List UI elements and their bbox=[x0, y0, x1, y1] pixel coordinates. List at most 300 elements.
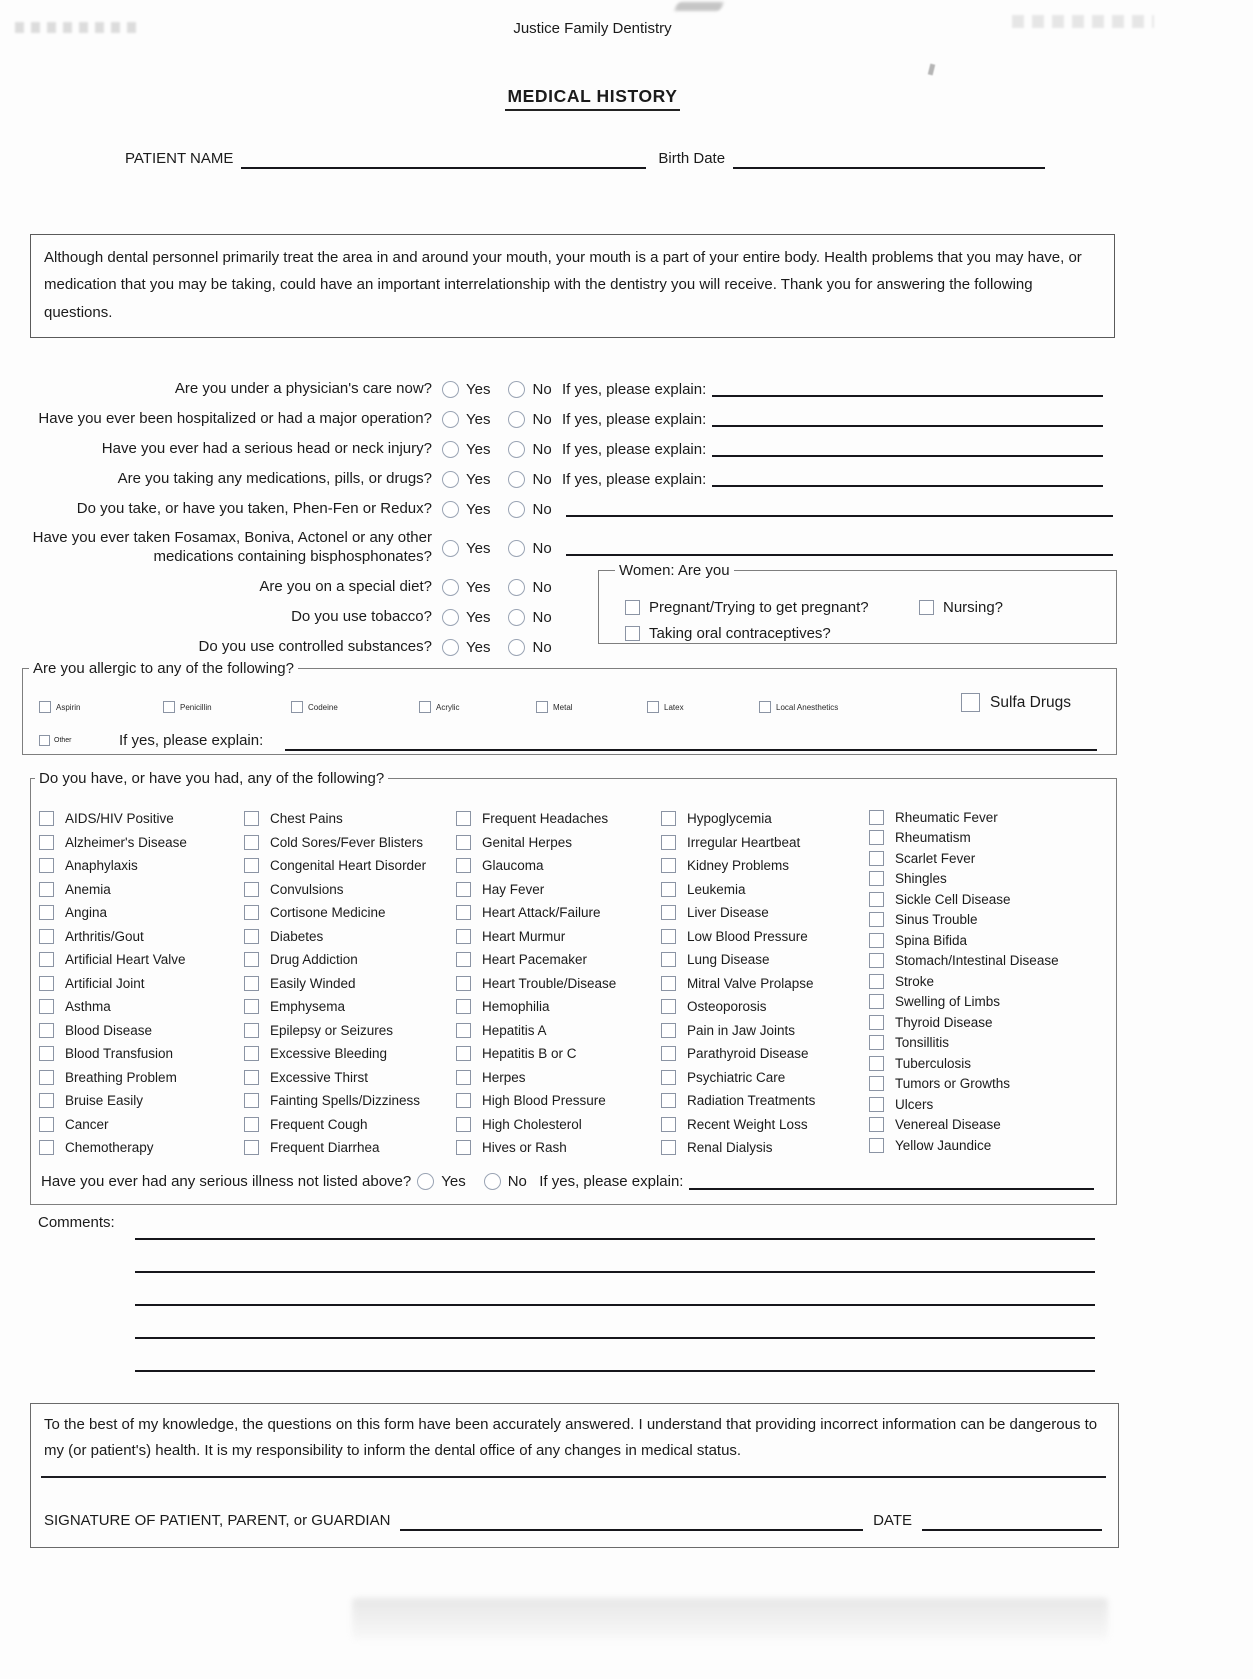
checkbox[interactable] bbox=[39, 735, 50, 746]
condition-checkbox-item bbox=[661, 1113, 866, 1137]
allergy-checkbox-item bbox=[419, 701, 460, 713]
conditions-column bbox=[39, 807, 244, 1160]
condition-checkbox-item bbox=[869, 971, 1074, 992]
condition-label: Osteoporosis bbox=[687, 999, 767, 1015]
condition-checkbox-item bbox=[661, 878, 866, 902]
condition-label: Psychiatric Care bbox=[687, 1069, 786, 1085]
condition-checkbox-item bbox=[39, 1136, 244, 1160]
condition-checkbox-item bbox=[661, 1042, 866, 1066]
scan-artifact bbox=[928, 64, 936, 76]
condition-checkbox-item bbox=[869, 848, 1074, 869]
condition-label: Hay Fever bbox=[482, 881, 545, 897]
checkbox[interactable] bbox=[661, 1070, 676, 1085]
checkbox[interactable] bbox=[244, 1093, 259, 1108]
sulfa-drugs-checkbox-item-label: Sulfa Drugs bbox=[990, 693, 1071, 711]
date-field[interactable] bbox=[922, 1515, 1102, 1531]
checkbox[interactable] bbox=[456, 835, 471, 850]
question-text: Are you on a special diet? bbox=[259, 577, 432, 595]
yes-radio[interactable] bbox=[442, 501, 459, 518]
no-radio[interactable] bbox=[508, 411, 525, 428]
checkbox[interactable] bbox=[661, 1093, 676, 1108]
condition-label: Rheumatic Fever bbox=[895, 809, 998, 825]
checkbox[interactable] bbox=[244, 999, 259, 1014]
checkbox[interactable] bbox=[244, 811, 259, 826]
checkbox[interactable] bbox=[869, 810, 884, 825]
yes-no-group bbox=[442, 639, 562, 656]
condition-checkbox-item bbox=[661, 925, 866, 949]
condition-label: Blood Transfusion bbox=[65, 1046, 174, 1062]
answer-line[interactable] bbox=[566, 540, 1113, 556]
condition-checkbox-item bbox=[456, 995, 661, 1019]
women-legend: Women: Are you bbox=[619, 562, 730, 579]
yes-radio[interactable] bbox=[442, 609, 459, 626]
checkbox[interactable] bbox=[39, 1093, 54, 1108]
date-label: DATE bbox=[873, 1512, 912, 1529]
condition-label: Low Blood Pressure bbox=[687, 928, 808, 944]
allergy-checkbox-item-label: Aspirin bbox=[56, 702, 81, 712]
condition-checkbox-item bbox=[244, 948, 449, 972]
attestation-divider bbox=[41, 1476, 1106, 1478]
birth-date-field[interactable] bbox=[733, 153, 1045, 169]
checkbox[interactable] bbox=[244, 976, 259, 991]
checkbox[interactable] bbox=[456, 858, 471, 873]
checkbox[interactable] bbox=[661, 835, 676, 850]
condition-checkbox-item bbox=[869, 807, 1074, 828]
allergy-explain-line[interactable] bbox=[285, 735, 1097, 751]
condition-checkbox-item bbox=[456, 1113, 661, 1137]
checkbox[interactable] bbox=[625, 626, 640, 641]
no-radio[interactable] bbox=[508, 609, 525, 626]
allergy-checkbox-item bbox=[163, 701, 212, 713]
condition-checkbox-item bbox=[869, 951, 1074, 972]
checkbox[interactable] bbox=[39, 811, 54, 826]
signature-label: SIGNATURE OF PATIENT, PARENT, or GUARDIAN bbox=[44, 1512, 391, 1529]
condition-label: Chemotherapy bbox=[65, 1140, 154, 1156]
no-radio[interactable] bbox=[508, 579, 525, 596]
no-radio[interactable] bbox=[508, 639, 525, 656]
condition-label: Emphysema bbox=[270, 999, 346, 1015]
condition-checkbox-item bbox=[869, 828, 1074, 849]
condition-checkbox-item bbox=[39, 807, 244, 831]
checkbox[interactable] bbox=[39, 835, 54, 850]
yes-radio[interactable] bbox=[442, 471, 459, 488]
checkbox[interactable] bbox=[456, 1140, 471, 1155]
comments-line[interactable] bbox=[135, 1271, 1095, 1273]
checkbox[interactable] bbox=[869, 851, 884, 866]
intro-box bbox=[30, 234, 1115, 338]
checkbox[interactable] bbox=[661, 999, 676, 1014]
checkbox[interactable] bbox=[39, 882, 54, 897]
condition-checkbox-item bbox=[244, 878, 449, 902]
yes-no-group bbox=[442, 540, 562, 557]
checkbox[interactable] bbox=[869, 1015, 884, 1030]
yes-label: Yes bbox=[466, 638, 491, 656]
condition-checkbox-item bbox=[869, 1094, 1074, 1115]
no-label: No bbox=[507, 1173, 527, 1190]
checkbox[interactable] bbox=[869, 1035, 884, 1050]
checkbox[interactable] bbox=[456, 905, 471, 920]
checkbox[interactable] bbox=[456, 1046, 471, 1061]
condition-label: Arthritis/Gout bbox=[65, 928, 144, 944]
condition-checkbox-item bbox=[39, 1019, 244, 1043]
condition-label: Drug Addiction bbox=[270, 952, 358, 968]
checkbox[interactable] bbox=[869, 830, 884, 845]
signature-field[interactable] bbox=[400, 1515, 863, 1531]
condition-checkbox-item bbox=[456, 1066, 661, 1090]
yes-radio[interactable] bbox=[417, 1173, 434, 1190]
checkbox[interactable] bbox=[961, 693, 980, 712]
checkbox[interactable] bbox=[869, 1056, 884, 1071]
comments-line[interactable] bbox=[135, 1238, 1095, 1240]
checkbox[interactable] bbox=[244, 1117, 259, 1132]
checkbox[interactable] bbox=[39, 701, 51, 713]
checkbox[interactable] bbox=[244, 1046, 259, 1061]
comments-line[interactable] bbox=[135, 1337, 1095, 1339]
explain-line[interactable] bbox=[712, 441, 1103, 457]
question-text: Do you use tobacco? bbox=[291, 607, 432, 625]
women-checkbox-item-label: Nursing? bbox=[943, 599, 1004, 616]
explain-group bbox=[562, 381, 1113, 398]
condition-checkbox-item bbox=[244, 1089, 449, 1113]
no-radio[interactable] bbox=[484, 1173, 501, 1190]
condition-checkbox-item bbox=[39, 925, 244, 949]
serious-illness-question: Have you ever had any serious illness not listed above? bbox=[41, 1173, 412, 1190]
condition-label: Herpes bbox=[482, 1069, 526, 1085]
no-radio[interactable] bbox=[508, 471, 525, 488]
condition-label: Lung Disease bbox=[687, 952, 770, 968]
patient-name-field[interactable] bbox=[241, 153, 646, 169]
condition-label: Hepatitis A bbox=[482, 1022, 547, 1038]
checkbox[interactable] bbox=[869, 912, 884, 927]
serious-explain-line[interactable] bbox=[689, 1174, 1094, 1190]
page-title-wrap bbox=[0, 86, 1185, 111]
allergy-checkbox-item-label: Penicillin bbox=[180, 702, 212, 712]
condition-label: Heart Attack/Failure bbox=[482, 905, 601, 921]
checkbox[interactable] bbox=[869, 1076, 884, 1091]
checkbox[interactable] bbox=[869, 1097, 884, 1112]
yes-radio[interactable] bbox=[442, 441, 459, 458]
checkbox[interactable] bbox=[456, 952, 471, 967]
condition-checkbox-item bbox=[456, 1042, 661, 1066]
checkbox[interactable] bbox=[869, 892, 884, 907]
explain-label: If yes, please explain: bbox=[562, 440, 707, 458]
scan-artifact bbox=[352, 1598, 1108, 1640]
question-row bbox=[20, 374, 1113, 404]
question-text: Have you ever taken Fosamax, Boniva, Actonel or any other medications containing bisphosphonates? bbox=[32, 529, 432, 565]
condition-checkbox-item bbox=[661, 901, 866, 925]
condition-label: Shingles bbox=[895, 871, 947, 887]
condition-label: Recent Weight Loss bbox=[687, 1116, 808, 1132]
explain-label: If yes, please explain: bbox=[562, 410, 707, 428]
condition-label: Frequent Diarrhea bbox=[270, 1140, 380, 1156]
checkbox[interactable] bbox=[244, 882, 259, 897]
checkbox[interactable] bbox=[759, 701, 771, 713]
allergy-checkbox-item-label: Local Anesthetics bbox=[776, 702, 839, 712]
condition-checkbox-item bbox=[39, 854, 244, 878]
checkbox[interactable] bbox=[869, 1117, 884, 1132]
checkbox[interactable] bbox=[39, 952, 54, 967]
yes-label: Yes bbox=[441, 1173, 466, 1190]
checkbox[interactable] bbox=[661, 929, 676, 944]
checkbox[interactable] bbox=[456, 1023, 471, 1038]
checkbox[interactable] bbox=[163, 701, 175, 713]
allergy-checkbox-item-label: Latex bbox=[664, 702, 684, 712]
checkbox[interactable] bbox=[291, 701, 303, 713]
condition-checkbox-item bbox=[661, 831, 866, 855]
no-label: No bbox=[532, 470, 552, 488]
yes-label: Yes bbox=[466, 470, 491, 488]
yes-label: Yes bbox=[466, 578, 491, 596]
women-checkbox-item bbox=[625, 599, 869, 616]
no-label: No bbox=[532, 578, 552, 596]
condition-label: Cancer bbox=[65, 1116, 109, 1132]
intro-text: Although dental personnel primarily treat the area in and around your mouth, your mouth is a part of your entire body. Health problems that you may have, or medication that you may be taking, could have an important interrelationship with the dentistry you will receive. Thank you for answering the following questions. bbox=[44, 249, 1082, 321]
condition-label: Hemophilia bbox=[482, 999, 550, 1015]
conditions-column bbox=[456, 807, 661, 1160]
checkbox[interactable] bbox=[625, 600, 640, 615]
serious-illness-row bbox=[41, 1173, 1094, 1190]
condition-checkbox-item bbox=[456, 901, 661, 925]
condition-checkbox-item bbox=[869, 910, 1074, 931]
condition-label: Convulsions bbox=[270, 881, 344, 897]
yes-label: Yes bbox=[466, 380, 491, 398]
comments-line[interactable] bbox=[135, 1370, 1095, 1372]
condition-label: Renal Dialysis bbox=[687, 1140, 773, 1156]
checkbox[interactable] bbox=[39, 1117, 54, 1132]
explain-line[interactable] bbox=[712, 471, 1103, 487]
no-radio[interactable] bbox=[508, 540, 525, 557]
checkbox[interactable] bbox=[869, 953, 884, 968]
yes-label: Yes bbox=[466, 440, 491, 458]
condition-label: Easily Winded bbox=[270, 975, 356, 991]
conditions-section bbox=[30, 770, 1117, 1205]
condition-label: Cold Sores/Fever Blisters bbox=[270, 834, 424, 850]
checkbox[interactable] bbox=[39, 905, 54, 920]
clinic-name: Justice Family Dentistry bbox=[513, 20, 672, 37]
condition-label: Congenital Heart Disorder bbox=[270, 858, 427, 874]
condition-label: Frequent Cough bbox=[270, 1116, 368, 1132]
condition-checkbox-item bbox=[869, 1053, 1074, 1074]
condition-label: Heart Trouble/Disease bbox=[482, 975, 617, 991]
condition-checkbox-item bbox=[244, 1113, 449, 1137]
condition-label: High Blood Pressure bbox=[482, 1093, 606, 1109]
yes-radio[interactable] bbox=[442, 579, 459, 596]
condition-checkbox-item bbox=[869, 992, 1074, 1013]
condition-label: Tonsillitis bbox=[895, 1035, 950, 1051]
checkbox[interactable] bbox=[456, 1117, 471, 1132]
condition-label: AIDS/HIV Positive bbox=[65, 811, 174, 827]
answer-line[interactable] bbox=[566, 501, 1113, 517]
allergy-checkbox-item-label: Acrylic bbox=[436, 702, 460, 712]
condition-checkbox-item bbox=[869, 889, 1074, 910]
condition-label: Sickle Cell Disease bbox=[895, 891, 1011, 907]
women-checkbox-item-label: Taking oral contraceptives? bbox=[649, 625, 831, 642]
condition-checkbox-item bbox=[661, 1019, 866, 1043]
checkbox[interactable] bbox=[244, 1070, 259, 1085]
allergy-checkbox-item-label: Codeine bbox=[308, 702, 338, 712]
condition-checkbox-item bbox=[39, 878, 244, 902]
checkbox[interactable] bbox=[39, 1046, 54, 1061]
checkbox[interactable] bbox=[39, 858, 54, 873]
yes-no-group bbox=[417, 1173, 535, 1190]
checkbox[interactable] bbox=[869, 1138, 884, 1153]
yes-radio[interactable] bbox=[442, 381, 459, 398]
condition-checkbox-item bbox=[661, 807, 866, 831]
condition-checkbox-item bbox=[244, 995, 449, 1019]
condition-checkbox-item bbox=[39, 1089, 244, 1113]
condition-label: Rheumatism bbox=[895, 830, 971, 846]
condition-label: Cortisone Medicine bbox=[270, 905, 386, 921]
condition-label: Swelling of Limbs bbox=[895, 994, 1001, 1010]
question-row bbox=[20, 404, 1113, 434]
checkbox[interactable] bbox=[661, 858, 676, 873]
condition-checkbox-item bbox=[456, 1089, 661, 1113]
yes-no-group bbox=[442, 501, 562, 518]
checkbox[interactable] bbox=[456, 976, 471, 991]
checkbox[interactable] bbox=[456, 1093, 471, 1108]
condition-label: Fainting Spells/Dizziness bbox=[270, 1093, 421, 1109]
condition-checkbox-item bbox=[39, 948, 244, 972]
checkbox[interactable] bbox=[919, 600, 934, 615]
checkbox[interactable] bbox=[456, 929, 471, 944]
explain-group bbox=[562, 411, 1113, 428]
question-row bbox=[20, 464, 1113, 494]
condition-label: Breathing Problem bbox=[65, 1069, 177, 1085]
explain-label: If yes, please explain: bbox=[562, 380, 707, 398]
question-text: Are you taking any medications, pills, or drugs? bbox=[117, 469, 432, 487]
checkbox[interactable] bbox=[244, 952, 259, 967]
checkbox[interactable] bbox=[39, 929, 54, 944]
allergy-checkbox-item bbox=[291, 701, 338, 713]
condition-label: Tuberculosis bbox=[895, 1055, 972, 1071]
condition-label: Yellow Jaundice bbox=[895, 1137, 992, 1153]
condition-label: Pain in Jaw Joints bbox=[687, 1022, 796, 1038]
condition-checkbox-item bbox=[244, 1136, 449, 1160]
attestation-text: To the best of my knowledge, the questions on this form have been accurately answered. I understand that providing incorrect information can be dangerous to my (or patient's) health. It is my responsibility to inform the dental office of any changes in medical status. bbox=[44, 1416, 1098, 1459]
checkbox[interactable] bbox=[244, 905, 259, 920]
attestation-section bbox=[30, 1403, 1119, 1548]
checkbox[interactable] bbox=[39, 999, 54, 1014]
checkbox[interactable] bbox=[244, 929, 259, 944]
condition-label: Leukemia bbox=[687, 881, 746, 897]
no-radio[interactable] bbox=[508, 441, 525, 458]
condition-checkbox-item bbox=[456, 925, 661, 949]
yes-no-group bbox=[442, 441, 562, 458]
condition-label: Epilepsy or Seizures bbox=[270, 1022, 394, 1038]
checkbox[interactable] bbox=[456, 811, 471, 826]
yes-no-group bbox=[442, 381, 562, 398]
checkbox[interactable] bbox=[661, 811, 676, 826]
checkbox[interactable] bbox=[661, 1046, 676, 1061]
women-section bbox=[598, 562, 1117, 644]
condition-label: Excessive Bleeding bbox=[270, 1046, 388, 1062]
no-label: No bbox=[532, 440, 552, 458]
condition-label: Anemia bbox=[65, 881, 111, 897]
condition-label: Heart Pacemaker bbox=[482, 952, 588, 968]
question-text: Do you use controlled substances? bbox=[198, 637, 432, 655]
checkbox[interactable] bbox=[869, 871, 884, 886]
checkbox[interactable] bbox=[456, 999, 471, 1014]
yes-radio[interactable] bbox=[442, 411, 459, 428]
comments-label: Comments: bbox=[38, 1214, 115, 1231]
checkbox[interactable] bbox=[661, 952, 676, 967]
no-radio[interactable] bbox=[508, 381, 525, 398]
condition-label: Heart Murmur bbox=[482, 928, 566, 944]
yes-label: Yes bbox=[466, 410, 491, 428]
comments-line[interactable] bbox=[135, 1304, 1095, 1306]
condition-label: Kidney Problems bbox=[687, 858, 790, 874]
condition-label: Glaucoma bbox=[482, 858, 544, 874]
checkbox[interactable] bbox=[39, 1023, 54, 1038]
condition-label: Mitral Valve Prolapse bbox=[687, 975, 814, 991]
checkbox[interactable] bbox=[419, 701, 431, 713]
condition-checkbox-item bbox=[869, 1135, 1074, 1156]
women-checkbox-item bbox=[625, 625, 831, 642]
condition-label: Liver Disease bbox=[687, 905, 769, 921]
checkbox[interactable] bbox=[39, 1140, 54, 1155]
condition-label: Stomach/Intestinal Disease bbox=[895, 953, 1059, 969]
yes-radio[interactable] bbox=[442, 540, 459, 557]
explain-label: If yes, please explain: bbox=[562, 470, 707, 488]
checkbox[interactable] bbox=[456, 1070, 471, 1085]
no-label: No bbox=[532, 638, 552, 656]
condition-checkbox-item bbox=[661, 995, 866, 1019]
checkbox[interactable] bbox=[244, 835, 259, 850]
patient-row bbox=[125, 150, 1055, 169]
condition-label: Genital Herpes bbox=[482, 834, 573, 850]
checkbox[interactable] bbox=[661, 905, 676, 920]
explain-line[interactable] bbox=[712, 381, 1103, 397]
allergy-explain-label: If yes, please explain: bbox=[119, 732, 264, 749]
checkbox[interactable] bbox=[244, 1140, 259, 1155]
checkbox[interactable] bbox=[39, 976, 54, 991]
condition-checkbox-item bbox=[661, 972, 866, 996]
condition-checkbox-item bbox=[869, 869, 1074, 890]
checkbox[interactable] bbox=[647, 701, 659, 713]
scan-artifact bbox=[674, 2, 724, 11]
checkbox[interactable] bbox=[661, 1117, 676, 1132]
explain-line[interactable] bbox=[712, 411, 1103, 427]
checkbox[interactable] bbox=[661, 1023, 676, 1038]
checkbox[interactable] bbox=[869, 994, 884, 1009]
yes-no-group bbox=[442, 579, 562, 596]
checkbox[interactable] bbox=[39, 1070, 54, 1085]
condition-label: Artificial Joint bbox=[65, 975, 145, 991]
checkbox[interactable] bbox=[661, 976, 676, 991]
condition-label: Anaphylaxis bbox=[65, 858, 138, 874]
no-label: No bbox=[532, 500, 552, 518]
page-title: MEDICAL HISTORY bbox=[505, 86, 679, 111]
checkbox[interactable] bbox=[244, 1023, 259, 1038]
checkbox[interactable] bbox=[661, 1140, 676, 1155]
explain-group bbox=[562, 441, 1113, 458]
checkbox[interactable] bbox=[869, 974, 884, 989]
questions-section bbox=[20, 374, 1113, 662]
condition-label: Stroke bbox=[895, 973, 935, 989]
condition-checkbox-item bbox=[456, 807, 661, 831]
condition-label: Diabetes bbox=[270, 928, 324, 944]
yes-radio[interactable] bbox=[442, 639, 459, 656]
condition-checkbox-item bbox=[39, 972, 244, 996]
checkbox[interactable] bbox=[869, 933, 884, 948]
no-radio[interactable] bbox=[508, 501, 525, 518]
checkbox[interactable] bbox=[456, 882, 471, 897]
checkbox[interactable] bbox=[244, 858, 259, 873]
conditions-column bbox=[244, 807, 449, 1160]
condition-label: Irregular Heartbeat bbox=[687, 834, 801, 850]
checkbox[interactable] bbox=[661, 882, 676, 897]
checkbox[interactable] bbox=[536, 701, 548, 713]
